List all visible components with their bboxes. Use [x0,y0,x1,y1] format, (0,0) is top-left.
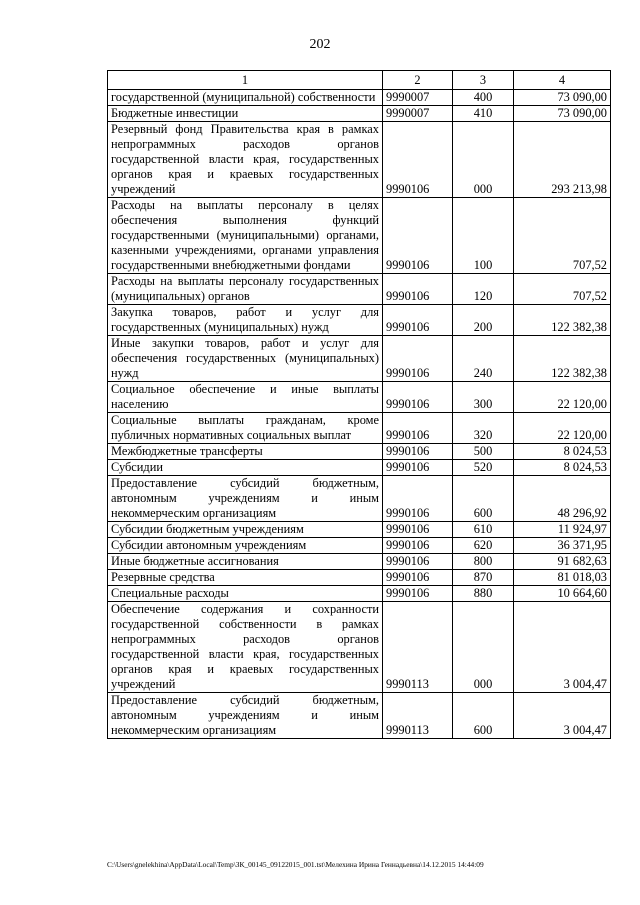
expense-name-cell: Резервные средства [108,570,383,586]
expense-type-cell: 120 [453,274,514,305]
amount-cell: 3 004,47 [514,693,611,739]
expense-type-cell: 000 [453,602,514,693]
amount-cell: 73 090,00 [514,106,611,122]
target-code-cell: 9990113 [383,602,453,693]
table-row [108,554,611,570]
table-row [108,460,611,476]
amount-cell: 73 090,00 [514,90,611,106]
amount-cell: 3 004,47 [514,602,611,693]
target-code-cell: 9990106 [383,413,453,444]
amount-cell: 122 382,38 [514,336,611,382]
expense-type-cell: 400 [453,90,514,106]
amount-cell: 707,52 [514,274,611,305]
expense-type-cell: 800 [453,554,514,570]
target-code-cell: 9990106 [383,586,453,602]
amount-cell: 10 664,60 [514,586,611,602]
expense-name-cell: государственной (муниципальной) собственности [108,90,383,106]
expense-name-cell: Социальные выплаты гражданам, кроме публичных нормативных социальных выплат [108,413,383,444]
expense-type-cell: 610 [453,522,514,538]
expense-name-cell: Иные закупки товаров, работ и услуг для обеспечения государственных (муниципальных) нужд [108,336,383,382]
amount-cell: 36 371,95 [514,538,611,554]
amount-cell: 48 296,92 [514,476,611,522]
header-col-2: 2 [383,71,453,90]
target-code-cell: 9990106 [383,460,453,476]
expense-name-cell: Межбюджетные трансферты [108,444,383,460]
table-body [108,90,611,739]
expense-type-cell: 320 [453,413,514,444]
header-col-3: 3 [453,71,514,90]
amount-cell: 707,52 [514,198,611,274]
expense-type-cell: 000 [453,122,514,198]
table-row [108,305,611,336]
amount-cell: 11 924,97 [514,522,611,538]
expense-type-cell: 600 [453,693,514,739]
expense-type-cell: 300 [453,382,514,413]
target-code-cell: 9990106 [383,274,453,305]
expense-name-cell: Предоставление субсидий бюджетным, автономным учреждениям и иным некоммерческим организациям [108,476,383,522]
expense-name-cell: Бюджетные инвестиции [108,106,383,122]
expense-name-cell: Расходы на выплаты персоналу в целях обеспечения выполнения функций государственными (муниципальными) органами, казенными учреждениями, органами управления государственными внебюджетными фондами [108,198,383,274]
table-row [108,602,611,693]
amount-cell: 293 213,98 [514,122,611,198]
target-code-cell: 9990007 [383,106,453,122]
expense-type-cell: 410 [453,106,514,122]
expense-name-cell: Предоставление субсидий бюджетным, автономным учреждениям и иным некоммерческим организациям [108,693,383,739]
page-number: 202 [309,37,331,52]
table-row [108,90,611,106]
amount-cell: 22 120,00 [514,413,611,444]
target-code-cell: 9990106 [383,444,453,460]
table-row [108,476,611,522]
table-row [108,586,611,602]
header-col-4: 4 [514,71,611,90]
table-row [108,122,611,198]
expense-name-cell: Расходы на выплаты персоналу государственных (муниципальных) органов [108,274,383,305]
target-code-cell: 9990106 [383,538,453,554]
amount-cell: 22 120,00 [514,382,611,413]
header-col-1: 1 [108,71,383,90]
expense-type-cell: 240 [453,336,514,382]
target-code-cell: 9990106 [383,336,453,382]
target-code-cell: 9990113 [383,693,453,739]
file-path-footer: C:\Users\gnelekhina\AppData\Local\Temp\ЗК_00145_09122015_001.tst\Мелехина Ирина Геннадьевна\14.12.2015 14:44:09 [107,860,484,869]
budget-table [107,70,611,739]
expense-type-cell: 500 [453,444,514,460]
expense-type-cell: 100 [453,198,514,274]
amount-cell: 8 024,53 [514,460,611,476]
table-row [108,538,611,554]
target-code-cell: 9990106 [383,522,453,538]
target-code-cell: 9990106 [383,198,453,274]
table-row [108,198,611,274]
table-row [108,570,611,586]
target-code-cell: 9990106 [383,476,453,522]
expense-name-cell: Закупка товаров, работ и услуг для государственных (муниципальных) нужд [108,305,383,336]
expense-name-cell: Субсидии бюджетным учреждениям [108,522,383,538]
amount-cell: 8 024,53 [514,444,611,460]
expense-name-cell: Социальное обеспечение и иные выплаты населению [108,382,383,413]
expense-type-cell: 520 [453,460,514,476]
table-row [108,693,611,739]
expense-type-cell: 200 [453,305,514,336]
expense-type-cell: 870 [453,570,514,586]
table-row [108,444,611,460]
target-code-cell: 9990106 [383,122,453,198]
expense-name-cell: Субсидии [108,460,383,476]
expense-type-cell: 880 [453,586,514,602]
target-code-cell: 9990106 [383,382,453,413]
target-code-cell: 9990106 [383,570,453,586]
expense-type-cell: 620 [453,538,514,554]
table-row [108,522,611,538]
amount-cell: 91 682,63 [514,554,611,570]
table-row [108,413,611,444]
target-code-cell: 9990106 [383,554,453,570]
expense-type-cell: 600 [453,476,514,522]
amount-cell: 122 382,38 [514,305,611,336]
expense-name-cell: Обеспечение содержания и сохранности государственной собственности в рамках непрограммных расходов органов государственной власти края, государственных органов края и краевых государственных учреждений [108,602,383,693]
expense-name-cell: Резервный фонд Правительства края в рамках непрограммных расходов органов государственной власти края, государственных органов края и краевых государственных учреждений [108,122,383,198]
target-code-cell: 9990007 [383,90,453,106]
expense-name-cell: Иные бюджетные ассигнования [108,554,383,570]
expense-name-cell: Специальные расходы [108,586,383,602]
expense-name-cell: Субсидии автономным учреждениям [108,538,383,554]
table-row [108,106,611,122]
table-row [108,274,611,305]
table-row [108,336,611,382]
target-code-cell: 9990106 [383,305,453,336]
table-row [108,382,611,413]
amount-cell: 81 018,03 [514,570,611,586]
header-row [108,71,611,90]
